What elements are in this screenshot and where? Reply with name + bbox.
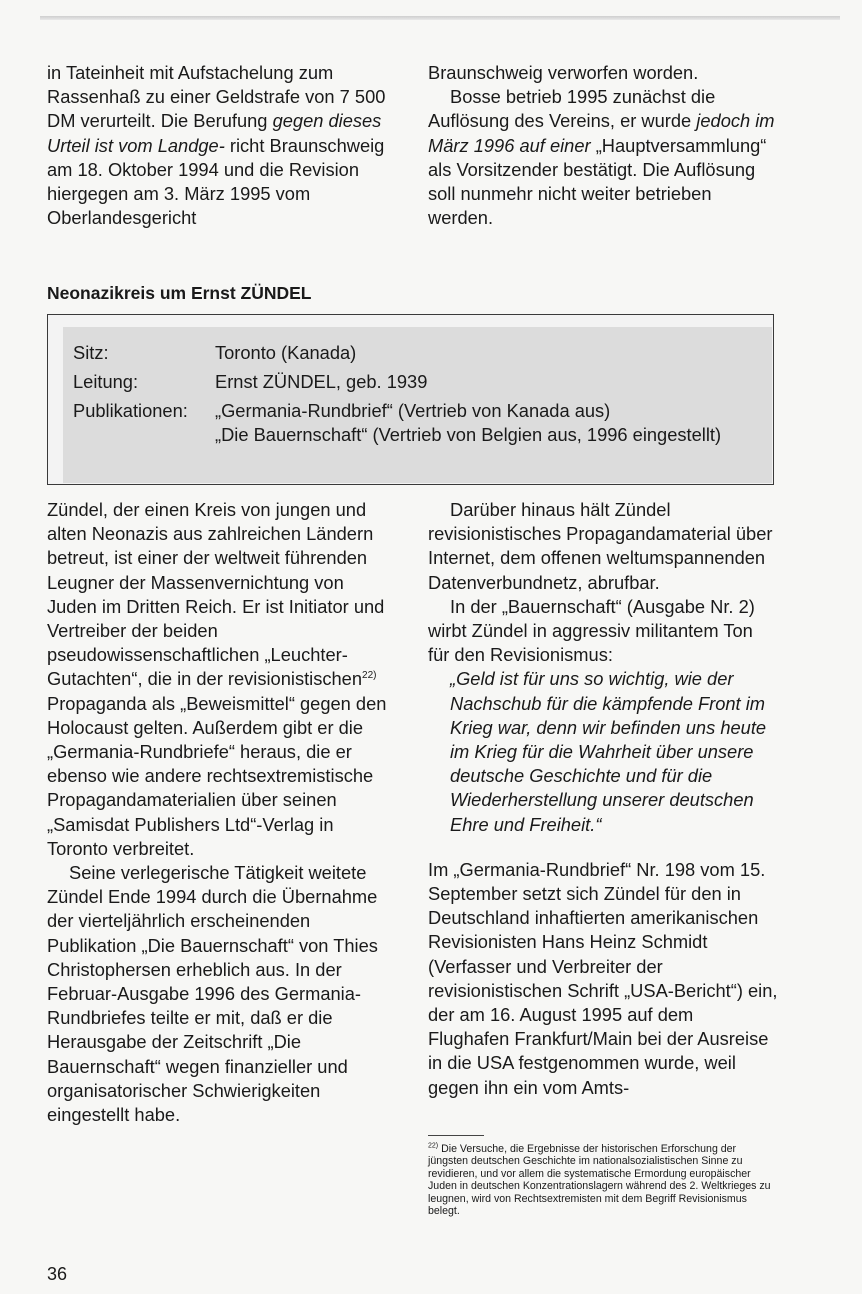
publikation-germania-rundbrief: „Germania-Rundbrief“ (Vertrieb von Kanada aus) bbox=[215, 400, 611, 421]
top-right-paragraph-1: Braunschweig verworfen worden. bbox=[428, 62, 699, 83]
bottom-right-column bbox=[428, 498, 778, 1100]
italic-phrase: gegen dieses Urteil ist vom Landge- bbox=[47, 110, 382, 156]
page-number: 36 bbox=[47, 1264, 68, 1284]
top-left-column bbox=[47, 61, 397, 230]
top-left-paragraph: in Tateinheit mit Aufstachelung zum Rassenhaß zu einer Geldstrafe von 7 500 DM verurteilt. Die Berufung gegen dieses Urteil ist vom Landge- richt Braunschweig am 18. Oktober 1994 und die Revision hiergegen am 3. März 1995 vom Oberlandesgericht bbox=[47, 62, 386, 229]
bottom-right-paragraph-3: Im „Germania-Rundbrief“ Nr. 198 vom 15. September setzt sich Zündel für den in Deutschland inhaftierten amerikanischen Revisionisten Hans Heinz Schmidt (Verfasser und Verbreiter der revisionistischen Schrift „USA-Bericht“) ein, der am 16. August 1995 auf dem Flughafen Frankfurt/Main bei der Ausreise in die USA festgenommen wurde, weil gegen ihn ein vom Amts- bbox=[428, 858, 778, 1098]
italic-phrase: jedoch im März 1996 auf einer bbox=[428, 110, 775, 156]
section-title: Neonazikreis um Ernst ZÜNDEL bbox=[47, 283, 312, 303]
footnote-reference: 22) bbox=[362, 670, 377, 682]
top-right-paragraph-2: Bosse betrieb 1995 zunächst die Auflösung des Vereins, er wurde jedoch im März 1996 auf einer „Hauptversammlung“ als Vorsitzender bestätigt. Die Auflösung soll nunmehr nicht weiter betrieben werden. bbox=[428, 86, 775, 229]
top-right-column bbox=[428, 61, 778, 230]
info-box-shaded-area bbox=[63, 327, 772, 483]
bottom-right-paragraph-1: Darüber hinaus hält Zündel revisionistisches Propagandamaterial über Internet, dem offenen weltumspannenden Datenverbundnetz, abrufbar. bbox=[428, 499, 773, 593]
scan-shadow-line bbox=[40, 16, 840, 20]
bottom-left-paragraph-1: Zündel, der einen Kreis von jungen und alten Neonazis aus zahlreichen Ländern betreut, ist einer der weltweit führenden Leugner der Massenvernichtung von Juden im Dritten Reich. Er ist Initiator und Vertreiber der beiden pseudowissenschaftlichen „Leuchter-Gutachten“, die in der revisionistischen$^{22)}$ Propaganda als „Beweismittel“ gegen den Holocaust gelten. Außerdem gibt er die „Germania-Rundbriefe“ heraus, die er ebenso wie andere rechtsextremistische Propagandamaterialien über seinen „Samisdat Publishers Ltd“-Verlag in Toronto verbreitet. bbox=[47, 499, 387, 859]
footnote-marker: 22) bbox=[428, 1142, 439, 1150]
bottom-left-column bbox=[47, 498, 397, 1127]
footnote-divider bbox=[428, 1135, 484, 1136]
publikationen-values bbox=[215, 399, 735, 448]
leitung-label: Leitung: bbox=[73, 371, 139, 392]
sitz-value: Toronto (Kanada) bbox=[215, 342, 357, 363]
quote-block: „Geld ist für uns so wichtig, wie der Nachschub für die kämpfende Front im Krieg war, denn wir befinden uns heute im Krieg für die Wahrheit über unsere deutsche Geschichte und für die Wiederherstellung unserer deutschen Ehre und Freiheit.“ bbox=[450, 668, 767, 835]
leitung-value: Ernst ZÜNDEL, geb. 1939 bbox=[215, 371, 428, 392]
spacer bbox=[428, 837, 778, 858]
bottom-right-paragraph-2: In der „Bauernschaft“ (Ausgabe Nr. 2) wirbt Zündel in aggressiv militantem Ton für den Revisionismus: bbox=[428, 595, 755, 666]
sitz-label: Sitz: bbox=[73, 342, 109, 363]
bottom-left-paragraph-2: Seine verlegerische Tätigkeit weitete Zündel Ende 1994 durch die Übernahme der vierteljährlich erscheinenden Publikation „Die Bauernschaft“ von Thies Christophersen erheblich aus. In der Februar-Ausgabe 1996 des Germania-Rundbriefes teilte er mit, daß er die Herausgabe der Zeitschrift „Die Bauernschaft“ wegen finanzieller und organisatorischer Schwierigkeiten eingestellt habe. bbox=[47, 862, 378, 1126]
footnote bbox=[428, 1143, 773, 1217]
publikation-die-bauernschaft: „Die Bauernschaft“ (Vertrieb von Belgien aus, 1996 eingestellt) bbox=[215, 424, 722, 446]
footnote-text: Die Versuche, die Ergebnisse der historischen Erforschung der jüngsten deutschen Geschichte im nationalsozialistischen Sinne zu revidieren, und vor allem die systematische Ermordung europäischer Juden in deutschen Konzentrationslagern während des 2. Weltkrieges zu leugnen, wird von Rechtsextremisten mit dem Begriff Revisionismus belegt. bbox=[428, 1143, 771, 1218]
info-box bbox=[47, 314, 774, 485]
publikationen-label: Publikationen: bbox=[73, 400, 188, 421]
